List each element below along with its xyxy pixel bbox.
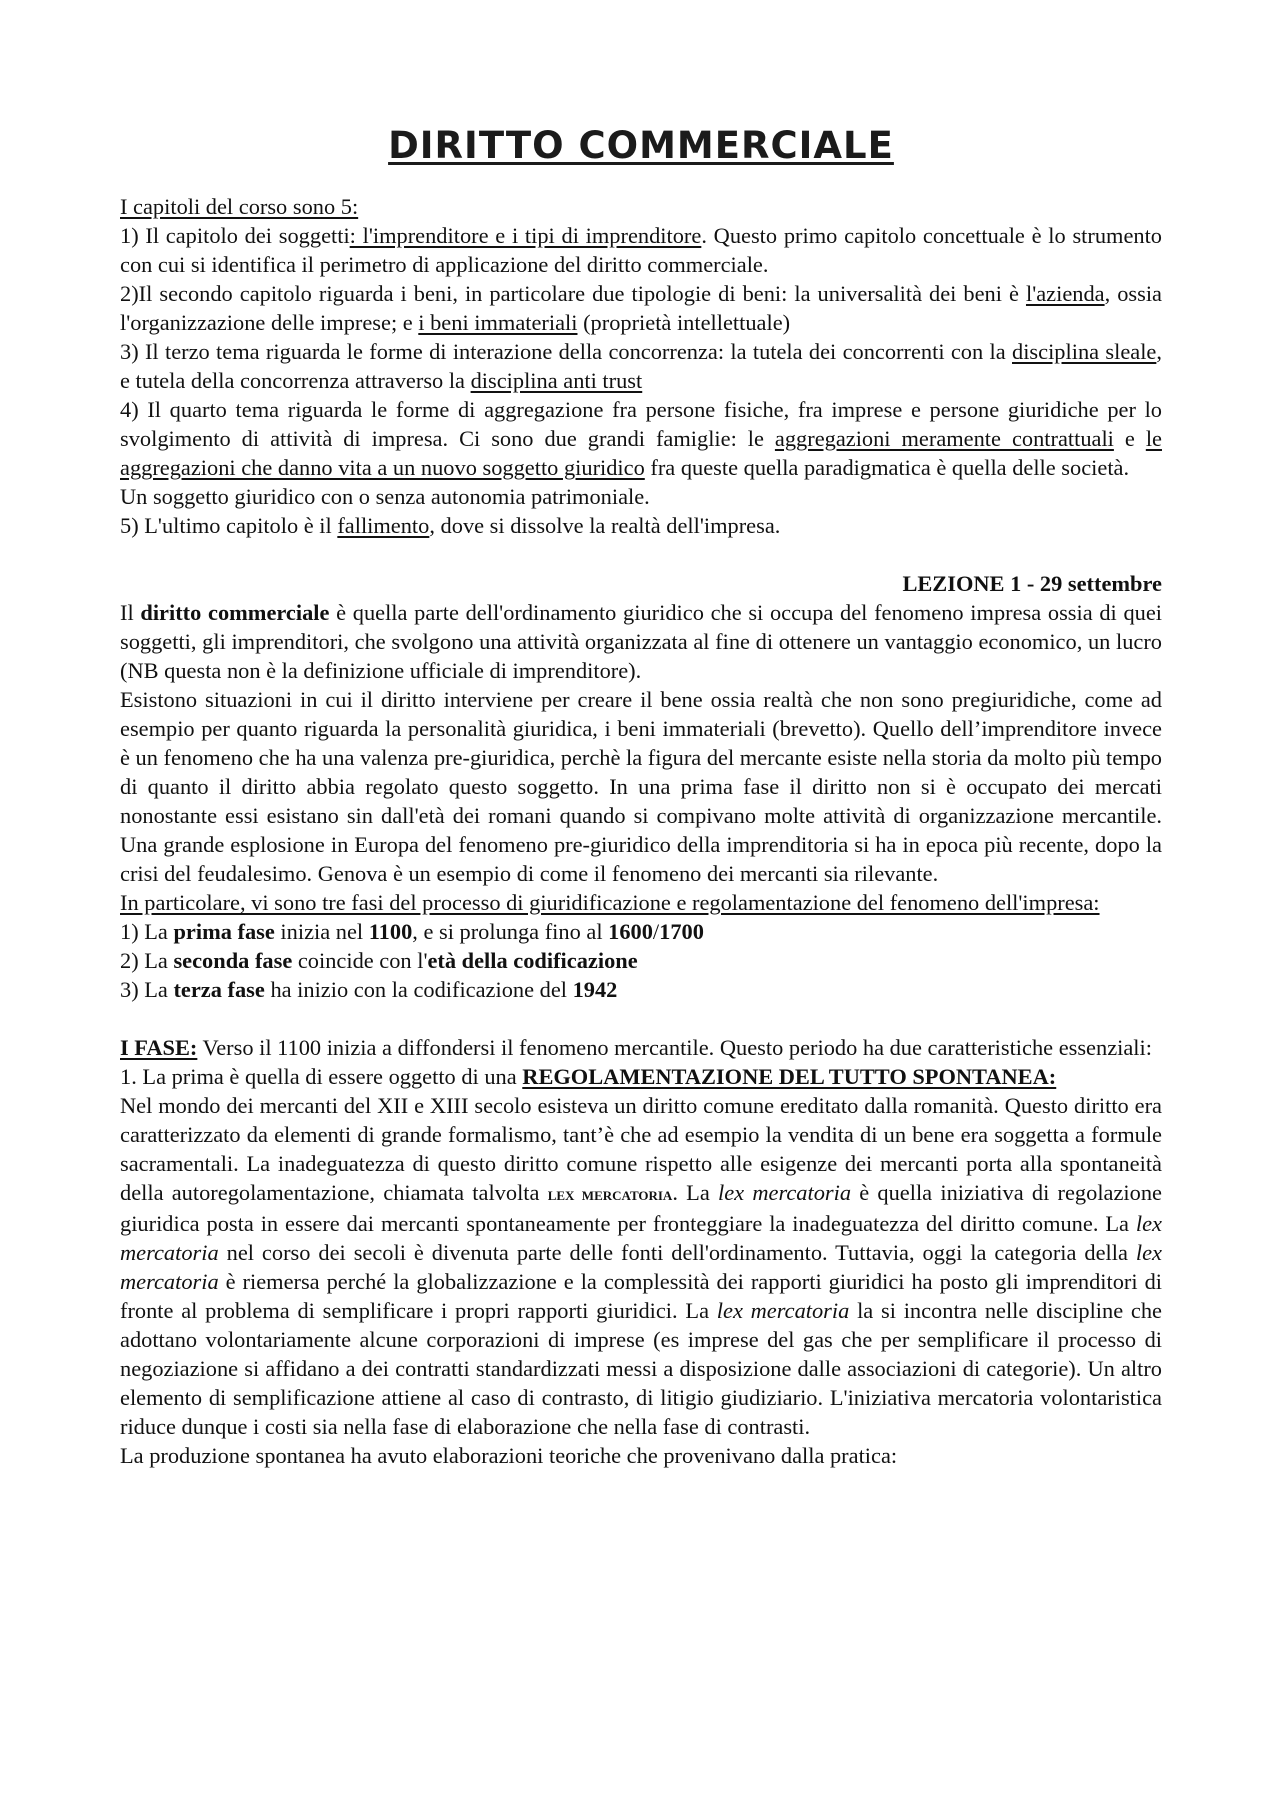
fase-1-p-text: Nel mondo dei mercanti del XII e XIII secolo esisteva un diritto comune ereditato dalla romanità. Questo diritto era caratterizzato da elementi di grande formalismo, tant’è che ad esempio la vendita di un bene era soggetta a formule sacramentali. La inadeguatezza di questo diritto comune rispetto alle esigenze dei mercanti porta alla spontaneità della autoregolamentazione, chiamata talvolta	[120, 1093, 1162, 1205]
lesson-p1-rest: è quella parte dell'ordinamento giuridico che si occupa del fenomeno impresa ossia di quei soggetti, gli imprenditori, che svolgono una attività organizzata al fine di ottenere un vantaggio economico, un lucro (NB questa non è la definizione ufficiale di imprenditore).	[120, 600, 1162, 683]
chapter-3	[120, 337, 1162, 395]
fase-1-label: I FASE:	[120, 1035, 198, 1060]
lex-mercatoria-italic-1: lex mercatoria	[718, 1180, 852, 1205]
chapter-5-text: 5) L'ultimo capitolo è il	[120, 513, 338, 538]
phase-1-text: 1) La	[120, 919, 174, 944]
phase-3-mid: ha inizio con la codificazione del	[264, 977, 573, 1002]
chapter-3-text: 3) Il terzo tema riguarda le forme di interazione della concorrenza: la tutela dei concorrenti con la	[120, 339, 1013, 364]
phase-2-mid: coincide con l'	[292, 948, 428, 973]
fase-1-closing: La produzione spontanea ha avuto elaborazioni teoriche che provenivano dalla pratica:	[120, 1443, 898, 1468]
chapter-2-beni-immateriali: i beni immateriali	[418, 310, 578, 335]
chapter-4-text: 4) Il quarto tema riguarda le forme di aggregazione fra persone fisiche, fra imprese e persone giuridiche per lo svolgimento di attività di impresa. Ci sono due grandi famiglie: le	[120, 397, 1162, 451]
chapter-2-azienda: l'azienda	[1025, 281, 1105, 306]
course-chapters	[120, 192, 1162, 540]
chapter-4-mid: e	[1113, 426, 1146, 451]
phase-1-mid2: , e si prolunga fino al	[412, 919, 609, 944]
phase-2-text: 2) La	[120, 948, 174, 973]
fase-1-p-e: è riemersa perché la globalizzazione e la complessità dei rapporti giuridici ha posto gli imprenditori di fronte al problema di semplificare i propri rapporti giuridici. La	[120, 1269, 1162, 1323]
chapter-2	[120, 279, 1162, 337]
lesson-heading: LEZIONE 1 - 29 settembre	[902, 571, 1162, 596]
chapter-4-rest: fra queste quella paradigmatica è quella delle società.	[644, 455, 1130, 480]
lesson-paragraph-2: Esistono situazioni in cui il diritto interviene per creare il bene ossia realtà che non sono pregiuridiche, come ad esempio per quanto riguarda la personalità giuridica, i beni immateriali (brevetto). Quello dell’imprenditore invece è un fenomeno che ha una valenza pre-giuridica, perchè la figura del mercante esiste nella storia da molto più tempo di quanto il diritto abbia regolato questo soggetto. In una prima fase il diritto non si è occupato dei mercati nonostante essi esistano sin dall'età dei romani quando si compivano molte attività di organizzazione mercantile. Una grande esplosione in Europa del fenomeno pre-giuridico della imprenditoria si ha in epoca più recente, dopo la crisi del feudalesimo. Genova è un esempio di come il fenomeno dei mercanti sia rilevante.	[120, 687, 1162, 886]
chapter-1-underlined: : l'imprenditore e i tipi di imprenditore	[349, 223, 702, 248]
chapter-5-fallimento: fallimento	[337, 513, 430, 538]
chapter-4-aggregazioni-contrattuali: aggregazioni meramente contrattuali	[774, 426, 1114, 451]
phase-3-bold: terza fase	[173, 977, 265, 1002]
fase-1-p-b: . La	[672, 1180, 719, 1205]
chapter-2-mid: , ossia l'organizzazione delle imprese; e	[120, 281, 1163, 335]
phase-2-codificazione: età della codificazione	[427, 948, 638, 973]
fase-1-p-c: è quella iniziativa di regolazione giuridica posta in essere dai mercanti spontaneamente per fronteggiare la inadeguatezza del diritto comune. La	[120, 1180, 1162, 1236]
chapter-3-anti-trust: disciplina anti trust	[470, 368, 643, 393]
fase-1-point-1-text: 1. La prima è quella di essere oggetto di una	[120, 1064, 523, 1089]
chapter-4	[120, 395, 1162, 482]
phase-1-year-a: 1600	[608, 919, 653, 944]
phase-1-year-b: 1700	[659, 919, 704, 944]
chapter-3-disciplina-sleale: disciplina sleale	[1012, 339, 1157, 364]
chapter-1	[120, 221, 1162, 279]
chapter-1-text: 1) Il capitolo dei soggetti	[120, 223, 350, 248]
fase-1-point-1	[120, 1062, 1162, 1091]
phase-2-item	[120, 946, 1162, 975]
chapter-2-text: 2)Il secondo capitolo riguarda i beni, in particolare due tipologie di beni: la universalità dei beni è	[120, 281, 1026, 306]
phases-heading: In particolare, vi sono tre fasi del processo di giuridificazione e regolamentazione del fenomeno dell'impresa:	[120, 890, 1100, 915]
lex-mercatoria-italic-2: lex mercatoria	[120, 1211, 1162, 1265]
chapters-heading: I capitoli del corso sono 5:	[120, 194, 359, 219]
document-title: DIRITTO COMMERCIALE	[388, 124, 894, 167]
fase-1-intro-text: Verso il 1100 inizia a diffondersi il fenomeno mercantile. Questo periodo ha due caratteristiche essenziali:	[197, 1035, 1152, 1060]
lex-mercatoria-italic-4: lex mercatoria	[716, 1298, 850, 1323]
fase-1-paragraph	[120, 1091, 1162, 1441]
lesson-body	[120, 598, 1162, 1004]
chapter-4-nuovo-soggetto: le aggregazioni che danno vita a un nuovo soggetto giuridico	[120, 426, 1162, 480]
soggetto-note: Un soggetto giuridico con o senza autonomia patrimoniale.	[120, 484, 650, 509]
document-page	[120, 110, 1162, 1470]
lex-mercatoria-smallcaps: lex mercatoria	[547, 1184, 673, 1205]
fase-1-p-f: la si incontra nelle discipline che adottano volontariamente alcune corporazioni di imprese (es imprese del gas che per semplificare il processo di negoziazione si affidano a dei contratti standardizzati messi a disposizione dalle associazioni di categorie). Un altro elemento di semplificazione attiene al caso di contrasto, di litigio giudiziario. L'iniziativa mercatoria volontaristica riduce dunque i costi sia nella fase di elaborazione che nella fase di contrasti.	[120, 1298, 1162, 1439]
chapter-5-rest: , dove si dissolve la realtà dell'impresa.	[429, 513, 781, 538]
lex-mercatoria-italic-3: lex mercatoria	[120, 1240, 1162, 1294]
phase-3-text: 3) La	[120, 977, 174, 1002]
phase-1-year-start: 1100	[368, 919, 413, 944]
fase-1-section	[120, 1033, 1162, 1470]
chapter-5	[120, 511, 1162, 540]
phase-2-bold: seconda fase	[173, 948, 293, 973]
chapter-1-rest: . Questo primo capitolo concettuale è lo strumento con cui si identifica il perimetro di applicazione del diritto commerciale.	[120, 223, 1162, 277]
fase-1-regolamentazione: REGOLAMENTAZIONE DEL TUTTO SPONTANEA:	[522, 1064, 1057, 1089]
phase-3-item	[120, 975, 1162, 1004]
chapter-2-rest: (proprietà intellettuale)	[577, 310, 791, 335]
phase-1-slash: /	[652, 919, 660, 944]
phase-3-year: 1942	[572, 977, 618, 1002]
lesson-p1-bold: diritto commerciale	[140, 600, 330, 625]
chapter-3-mid: , e tutela della concorrenza attraverso la	[120, 339, 1162, 393]
phase-1-item	[120, 917, 1162, 946]
lesson-p1-text: Il	[120, 600, 141, 625]
phase-1-mid: inizia nel	[274, 919, 369, 944]
lesson-paragraph-1	[120, 598, 1162, 685]
phase-1-bold: prima fase	[173, 919, 275, 944]
fase-1-p-d: nel corso dei secoli è divenuta parte delle fonti dell'ordinamento. Tuttavia, oggi la categoria della	[218, 1240, 1136, 1265]
fase-1-intro	[120, 1033, 1162, 1062]
